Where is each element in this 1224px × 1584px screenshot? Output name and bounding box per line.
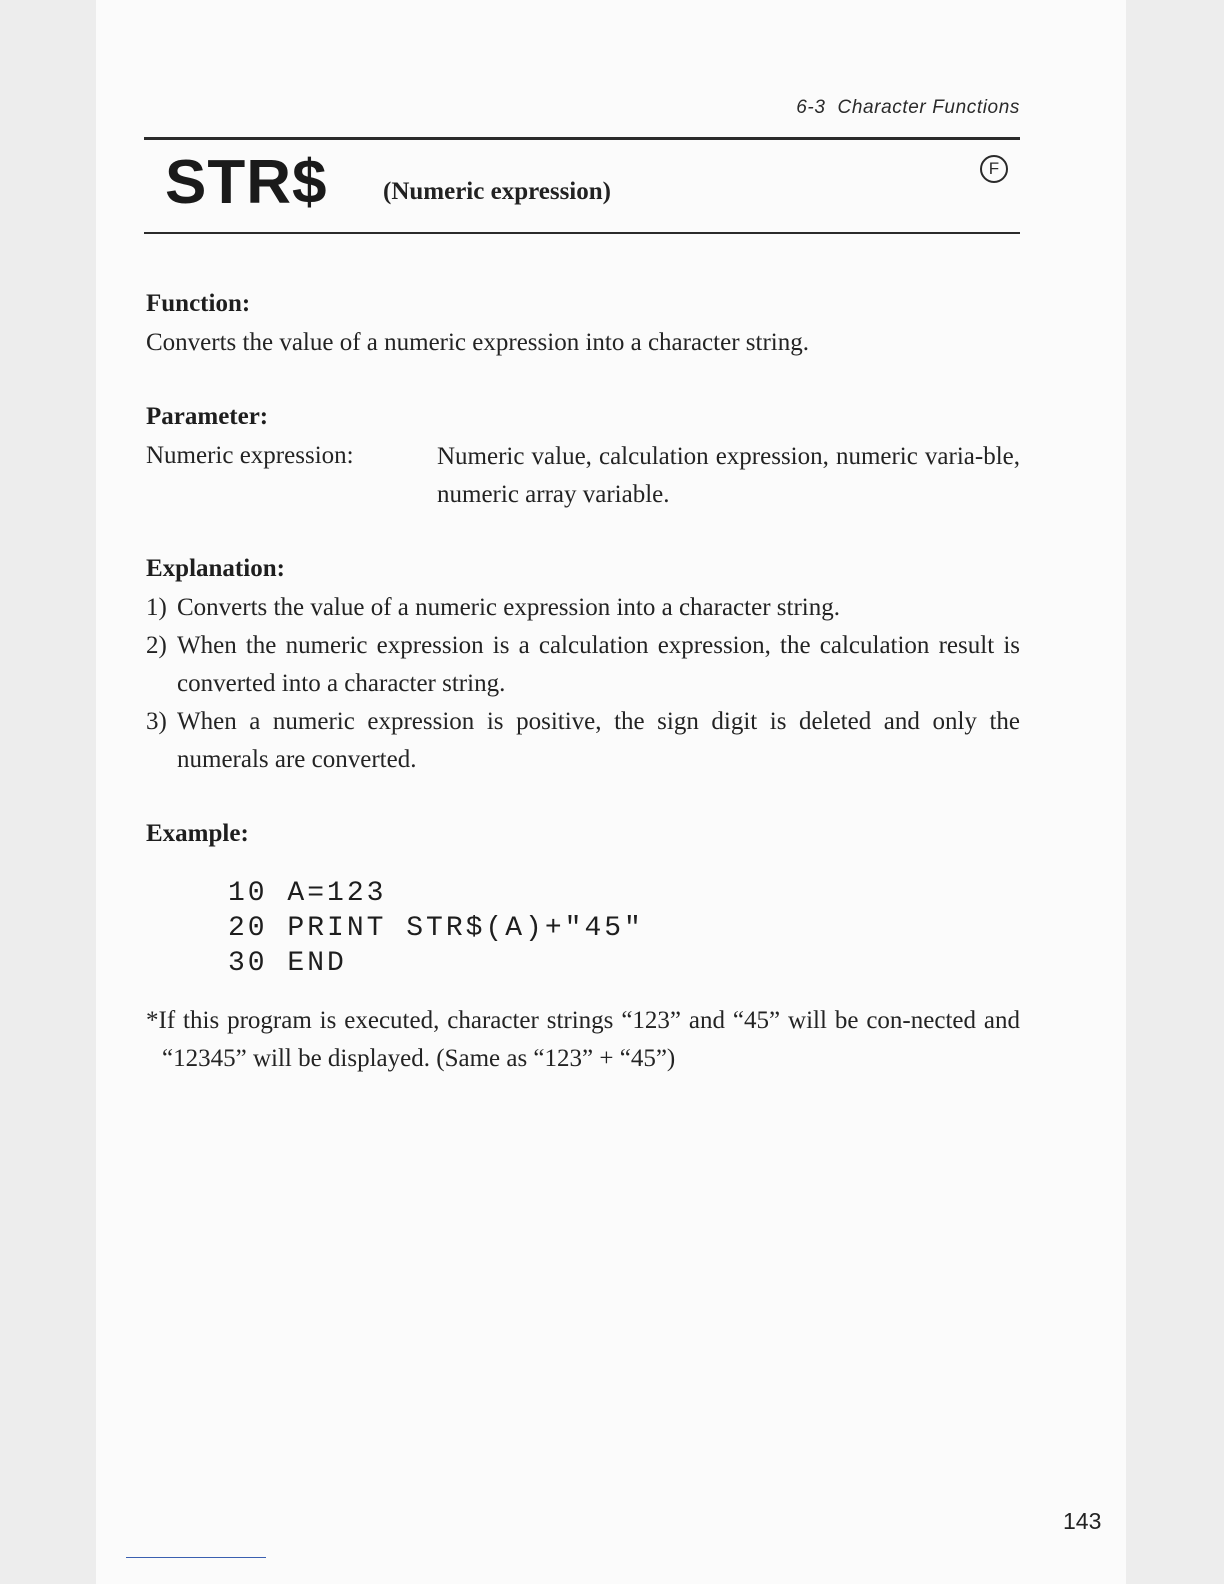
explanation-item-text: When a numeric expression is positive, the sign digit is deleted and only the numerals are converted. — [177, 708, 1020, 773]
top-rule — [144, 137, 1020, 140]
parameter-heading: Parameter: — [146, 403, 269, 430]
code-line: 30 END — [228, 948, 347, 979]
explanation-item-text: When the numeric expression is a calculation expression, the calculation result is converted into a character string. — [177, 632, 1020, 697]
code-line: 20 PRINT STR$(A)+"45" — [228, 913, 644, 944]
explanation-heading: Explanation: — [146, 555, 285, 582]
footer-line — [126, 1557, 266, 1558]
explanation-item-number: 2) — [146, 632, 167, 659]
explanation-item-number: 1) — [146, 594, 167, 621]
section-number: 6-3 — [796, 97, 826, 118]
section-title: Character Functions — [837, 97, 1020, 118]
explanation-item-text: Converts the value of a numeric expression into a character string. — [177, 594, 840, 621]
parameter-description: Numeric value, calculation expression, numeric varia-ble, numeric array variable. — [437, 443, 1020, 508]
bottom-rule — [144, 232, 1020, 234]
function-text: Converts the value of a numeric expression into a character string. — [146, 329, 809, 356]
page — [96, 0, 1126, 1584]
example-note: *If this program is executed, character strings “123” and “45” will be con-nected and “12345” will be displayed. (Same as “123” + “45”) — [146, 1007, 1020, 1072]
function-badge-icon: F — [980, 155, 1008, 183]
keyword-title: STR$ — [165, 148, 328, 217]
running-head — [796, 97, 1020, 119]
syntax-text: (Numeric expression) — [383, 178, 611, 205]
parameter-name: Numeric expression: — [146, 442, 354, 469]
example-heading: Example: — [146, 820, 249, 847]
function-heading: Function: — [146, 290, 251, 317]
code-line: 10 A=123 — [228, 878, 387, 909]
page-number: 143 — [1063, 1508, 1102, 1534]
explanation-item-number: 3) — [146, 708, 167, 735]
